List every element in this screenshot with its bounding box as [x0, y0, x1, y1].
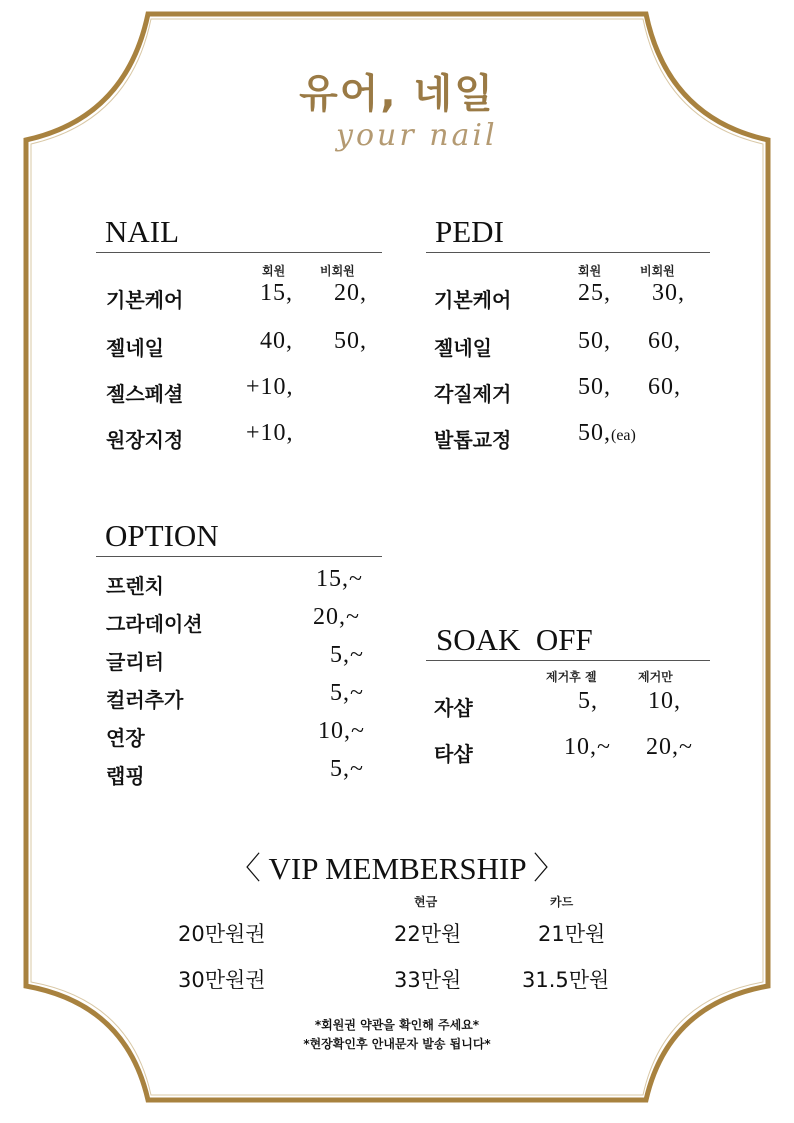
option-item-name: 랩핑: [106, 764, 145, 788]
option-price: 20,~: [313, 604, 360, 630]
pedi-member-header: 회원: [578, 264, 602, 278]
pedi-nonmember-price: 30,: [652, 280, 685, 306]
vip-card-price: 21만원: [538, 922, 606, 946]
pedi-item-name: 젤네일: [434, 336, 492, 360]
soakoff-price: 10,~: [564, 734, 611, 760]
nail-item-name: 젤스페셜: [106, 382, 184, 406]
pedi-item-name: 각질제거: [434, 382, 512, 406]
pedi-member-price: 50,: [578, 328, 611, 354]
nail-addon-price: +10,: [246, 420, 294, 446]
nail-section-title: NAIL: [105, 214, 180, 249]
option-price: 5,~: [330, 642, 364, 668]
pedi-section-title: PEDI: [435, 214, 504, 249]
nail-nonmember-price: 20,: [334, 280, 367, 306]
nail-item-name: 원장지정: [106, 428, 184, 452]
vip-cash-header: 현금: [414, 895, 438, 909]
option-item-name: 그라데이션: [106, 612, 203, 636]
note-line: *현장확인후 안내문자 발송 됩니다*: [303, 1037, 491, 1051]
option-section-title: OPTION: [105, 518, 219, 553]
option-item-name: 글리터: [106, 650, 164, 674]
pedi-member-price: 25,: [578, 280, 611, 306]
note-line: *회원권 약관을 확인해 주세요*: [314, 1018, 480, 1032]
pedi-nonmember-price: 60,: [648, 374, 681, 400]
vip-membership-title: 〈 VIP MEMBERSHIP 〉: [229, 851, 565, 886]
soakoff-item-name: 타샵: [434, 742, 473, 766]
nail-item-name: 젤네일: [106, 336, 164, 360]
pedi-item-name: 발톱교정: [434, 428, 512, 452]
soakoff-item-name: 자샵: [434, 696, 473, 720]
shop-title: 유어, 네일: [299, 71, 495, 117]
shop-subtitle: your nail: [336, 118, 498, 153]
pedi-price-unit: (ea): [611, 427, 636, 444]
nail-nonmember-price: 50,: [334, 328, 367, 354]
nail-member-header: 회원: [262, 264, 286, 278]
vip-cash-price: 22만원: [394, 922, 462, 946]
vip-card-price: 31.5만원: [522, 968, 610, 992]
nail-nonmember-header: 비회원: [320, 264, 355, 278]
nail-addon-price: +10,: [246, 374, 294, 400]
vip-voucher-name: 20만원권: [178, 922, 266, 946]
soakoff-price: 5,: [578, 688, 598, 714]
nail-member-price: 15,: [260, 280, 293, 306]
soakoff-col1-header: 제거후 젤: [546, 670, 597, 684]
pedi-divider: [426, 252, 710, 253]
nail-divider: [96, 252, 382, 253]
option-price: 10,~: [318, 718, 365, 744]
option-price: 15,~: [316, 566, 363, 592]
vip-voucher-name: 30만원권: [178, 968, 266, 992]
option-divider: [96, 556, 382, 557]
soakoff-price: 20,~: [646, 734, 693, 760]
soakoff-col2-header: 제거만: [638, 670, 673, 684]
option-item-name: 프렌치: [106, 574, 164, 598]
option-price: 5,~: [330, 680, 364, 706]
option-item-name: 컬러추가: [106, 688, 184, 712]
pedi-item-name: 기본케어: [434, 288, 512, 312]
option-price: 5,~: [330, 756, 364, 782]
nail-item-name: 기본케어: [106, 288, 184, 312]
pedi-member-price: 50,: [578, 374, 611, 400]
pedi-nonmember-header: 비회원: [640, 264, 675, 278]
pedi-price: [578, 420, 636, 447]
nail-member-price: 40,: [260, 328, 293, 354]
option-item-name: 연장: [106, 726, 145, 750]
soakoff-section-title: SOAK OFF: [436, 622, 593, 657]
soakoff-divider: [426, 660, 710, 661]
vip-card-header: 카드: [550, 895, 574, 909]
pedi-nonmember-price: 60,: [648, 328, 681, 354]
soakoff-price: 10,: [648, 688, 681, 714]
vip-cash-price: 33만원: [394, 968, 462, 992]
pedi-price-value: 50,: [578, 420, 611, 446]
